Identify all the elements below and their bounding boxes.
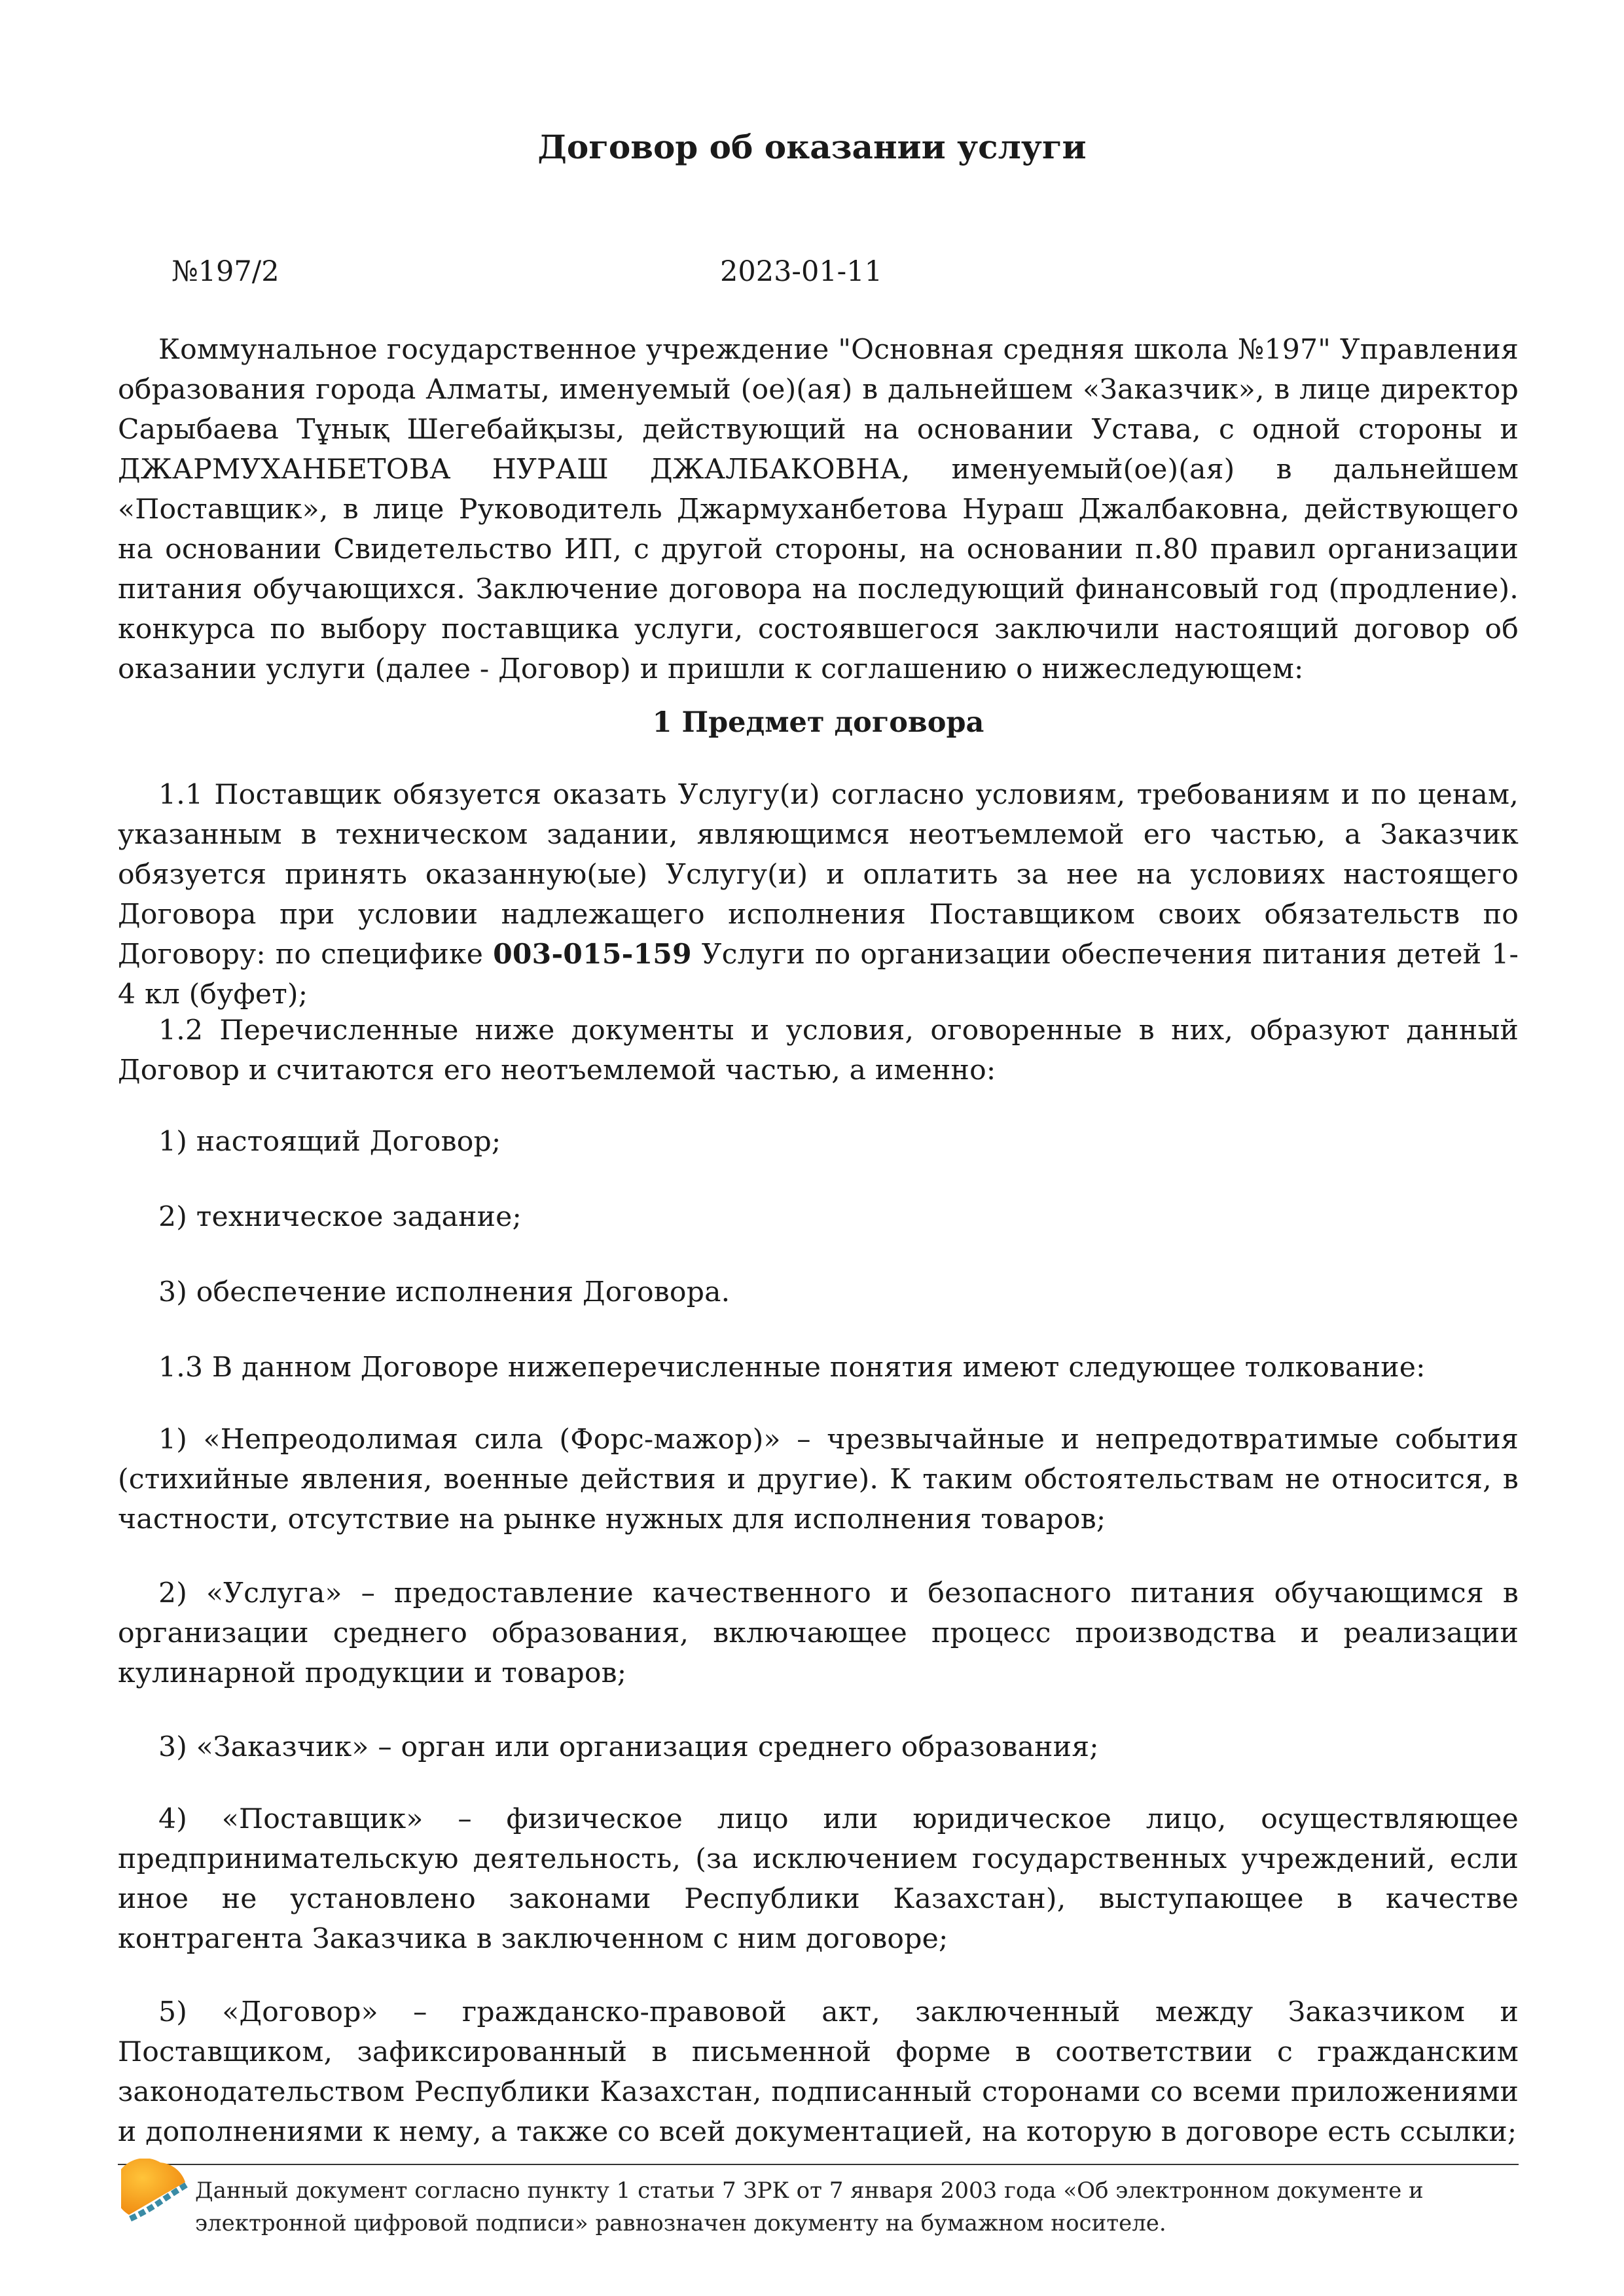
spec-code: 003-015-159 bbox=[493, 938, 692, 971]
section-heading: 1 Предмет договора bbox=[652, 706, 984, 739]
definition-item: 4) «Поставщик» – физическое лицо или юридическое лицо, осуществляющее предпринимательскую деятельность, (за исключением государственных учреждений, если иное не установлено законами Республики Казахстан), выступающее в качестве контрагента Заказчика в заключенном с ним договоре; bbox=[118, 1803, 1519, 1955]
preamble-paragraph: Коммунальное государственное учреждение "Основная средняя школа №197" Управления образования города Алматы, именуемый (ое)(ая) в дальнейшем «Заказчик», в лице директор Сарыбаева Тұнық Шегебайқызы, действующий на основании Устава, с одной стороны и ДЖАРМУХАНБЕТОВА НУРАШ ДЖАЛБАКОВНА, именуемый(ое)(ая) в дальнейшем «Поставщик», в лице Руководитель Джармуханбетова Нураш Джалбаковна, действующего на основании Свидетельство ИП, с другой стороны, на основании п.80 правил организации питания обучающихся. Заключение договора на последующий финансовый год (продление). конкурса по выбору поставщика услуги, состоявшегося заключили настоящий договор об оказании услуги (далее - Договор) и пришли к соглашению о нижеследующем: bbox=[118, 334, 1519, 685]
list-item: 3) обеспечение исполнения Договора. bbox=[158, 1276, 731, 1308]
contract-date: 2023-01-11 bbox=[720, 255, 882, 288]
contract-number: №197/2 bbox=[171, 255, 280, 288]
footer-divider bbox=[118, 2164, 1519, 2165]
egov-sun-logo-icon bbox=[121, 2159, 193, 2224]
definition-item: 3) «Заказчик» – орган или организация среднего образования; bbox=[158, 1731, 1099, 1763]
list-item: 2) техническое задание; bbox=[158, 1201, 522, 1233]
definition-item: 1) «Непреодолимая сила (Форс-мажор)» – чрезвычайные и непредотвратимые события (стихийные явления, военные действия и другие). К таким обстоятельствам не относится, в частности, отсутствие на рынке нужных для исполнения товаров; bbox=[118, 1424, 1519, 1535]
clause-1-1 bbox=[118, 775, 1519, 1014]
clause-1-2: 1.2 Перечисленные ниже документы и условия, оговоренные в них, образуют данный Договор и считаются его неотъемлемой частью, а именно: bbox=[118, 1014, 1519, 1086]
list-item: 1) настоящий Договор; bbox=[158, 1126, 501, 1158]
clause-1-1-text-end: Услуги по организации обеспечения питания детей 1-4 кл (буфет); bbox=[118, 939, 1519, 1011]
clause-1-3: 1.3 В данном Договоре нижеперечисленные понятия имеют следующее толкование: bbox=[158, 1352, 1426, 1384]
document-title: Договор об оказании услуги bbox=[537, 128, 1087, 166]
definition-item: 5) «Договор» – гражданско-правовой акт, заключенный между Заказчиком и Поставщиком, зафиксированный в письменной форме в соответствии с гражданским законодательством Республики Казахстан, подписанный сторонами со всеми приложениями и дополнениями к нему, а также со всей документацией, на которую в договоре есть ссылки; bbox=[118, 1996, 1519, 2148]
definition-item: 2) «Услуга» – предоставление качественного и безопасного питания обучающимся в организации среднего образования, включающее процесс производства и реализации кулинарной продукции и товаров; bbox=[118, 1577, 1519, 1689]
clause-1-1-text: 1.1 Поставщик обязуется оказать Услугу(и) согласно условиям, требованиям и по ценам, указанным в техническом задании, являющимся неотъемлемой его частью, а Заказчик обязуется принять оказанную(ые) Услугу(и) и оплатить за нее на условиях настоящего Договора при условии надлежащего исполнения Поставщиком своих обязательств по Договору: по специфике bbox=[118, 779, 1519, 971]
footer-legal-notice: Данный документ согласно пункту 1 статьи 7 ЗРК от 7 января 2003 года «Об электронном документе и электронной цифровой подписи» равнозначен документу на бумажном носителе. bbox=[195, 2178, 1424, 2236]
